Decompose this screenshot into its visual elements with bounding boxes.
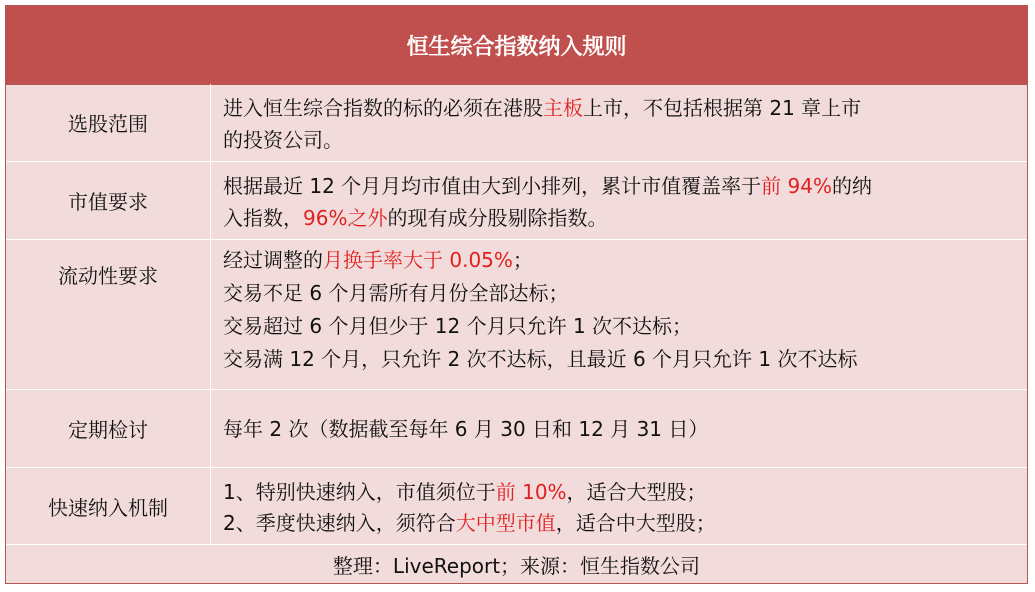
body-text: ，适合中大型股； <box>555 511 716 535</box>
row-label: 市值要求 <box>6 162 211 239</box>
body-text: 的现有成分股剔除指数。 <box>387 205 608 230</box>
body-text: 交易满 12 个月，只允许 2 次不达标，且最近 6 个月只允许 1 次不达标 <box>223 347 858 371</box>
body-text: 交易不足 6 个月需所有月份全部达标； <box>223 281 569 305</box>
highlight-text: 大中型市值 <box>455 511 556 535</box>
content-line <box>223 413 1015 446</box>
body-text: 2、季度快速纳入，须符合 <box>223 511 456 535</box>
body-text: 上市，不包括根据第 21 章上市 <box>583 96 862 120</box>
body-text: 进入恒生综合指数的标的必须在港股 <box>223 96 543 120</box>
row-content <box>211 240 1027 389</box>
body-text: 的纳 <box>831 174 872 198</box>
table-row-liquidity <box>6 240 1027 390</box>
table-row-stock-scope <box>6 84 1027 162</box>
body-text: 经过调整的 <box>223 248 323 272</box>
highlight-text: 96%之外 <box>303 205 388 230</box>
row-label: 选股范围 <box>6 84 211 161</box>
content-line <box>223 277 1015 310</box>
content-line <box>223 310 1015 343</box>
body-text: 每年 2 次（数据截至每年 6 月 30 日和 12 月 31 日） <box>223 417 709 441</box>
table-row-market-cap <box>6 162 1027 240</box>
body-text: 交易超过 6 个月但少于 12 个月只允许 1 次不达标； <box>223 314 693 338</box>
table-row-periodic-review <box>6 390 1027 468</box>
content-line <box>223 124 1015 156</box>
content-line <box>223 92 1015 124</box>
highlight-text: 主板 <box>543 96 583 120</box>
body-text: 的投资公司。 <box>223 127 343 152</box>
highlight-text: 前 94% <box>761 174 832 198</box>
body-text: 根据最近 12 个月月均市值由大到小排列，累计市值覆盖率于 <box>223 174 762 198</box>
content-line <box>223 170 1015 202</box>
row-content <box>211 84 1027 161</box>
body-text: ，适合大型股； <box>566 480 707 504</box>
content-line <box>223 244 1015 277</box>
body-text: 入指数， <box>223 205 303 230</box>
row-label: 流动性要求 <box>6 240 211 389</box>
row-label: 定期检讨 <box>6 390 211 467</box>
row-label: 快速纳入机制 <box>6 468 211 544</box>
row-content <box>211 390 1027 467</box>
content-line <box>223 202 1015 234</box>
row-content <box>211 162 1027 239</box>
table-title: 恒生综合指数纳入规则 <box>6 6 1027 85</box>
content-line <box>223 507 1015 538</box>
body-text: 1、特别快速纳入，市值须位于 <box>223 480 496 504</box>
row-content <box>211 468 1027 544</box>
highlight-text: 月换手率大于 0.05% <box>323 248 513 272</box>
rules-table <box>5 5 1028 584</box>
body-text: ； <box>512 248 533 272</box>
highlight-text: 前 10% <box>495 480 567 504</box>
source-note: 整理：LiveReport；来源：恒生指数公司 <box>332 553 701 578</box>
content-line <box>223 476 1015 507</box>
content-line <box>223 343 1015 376</box>
table-row-fast-entry <box>6 468 1027 545</box>
